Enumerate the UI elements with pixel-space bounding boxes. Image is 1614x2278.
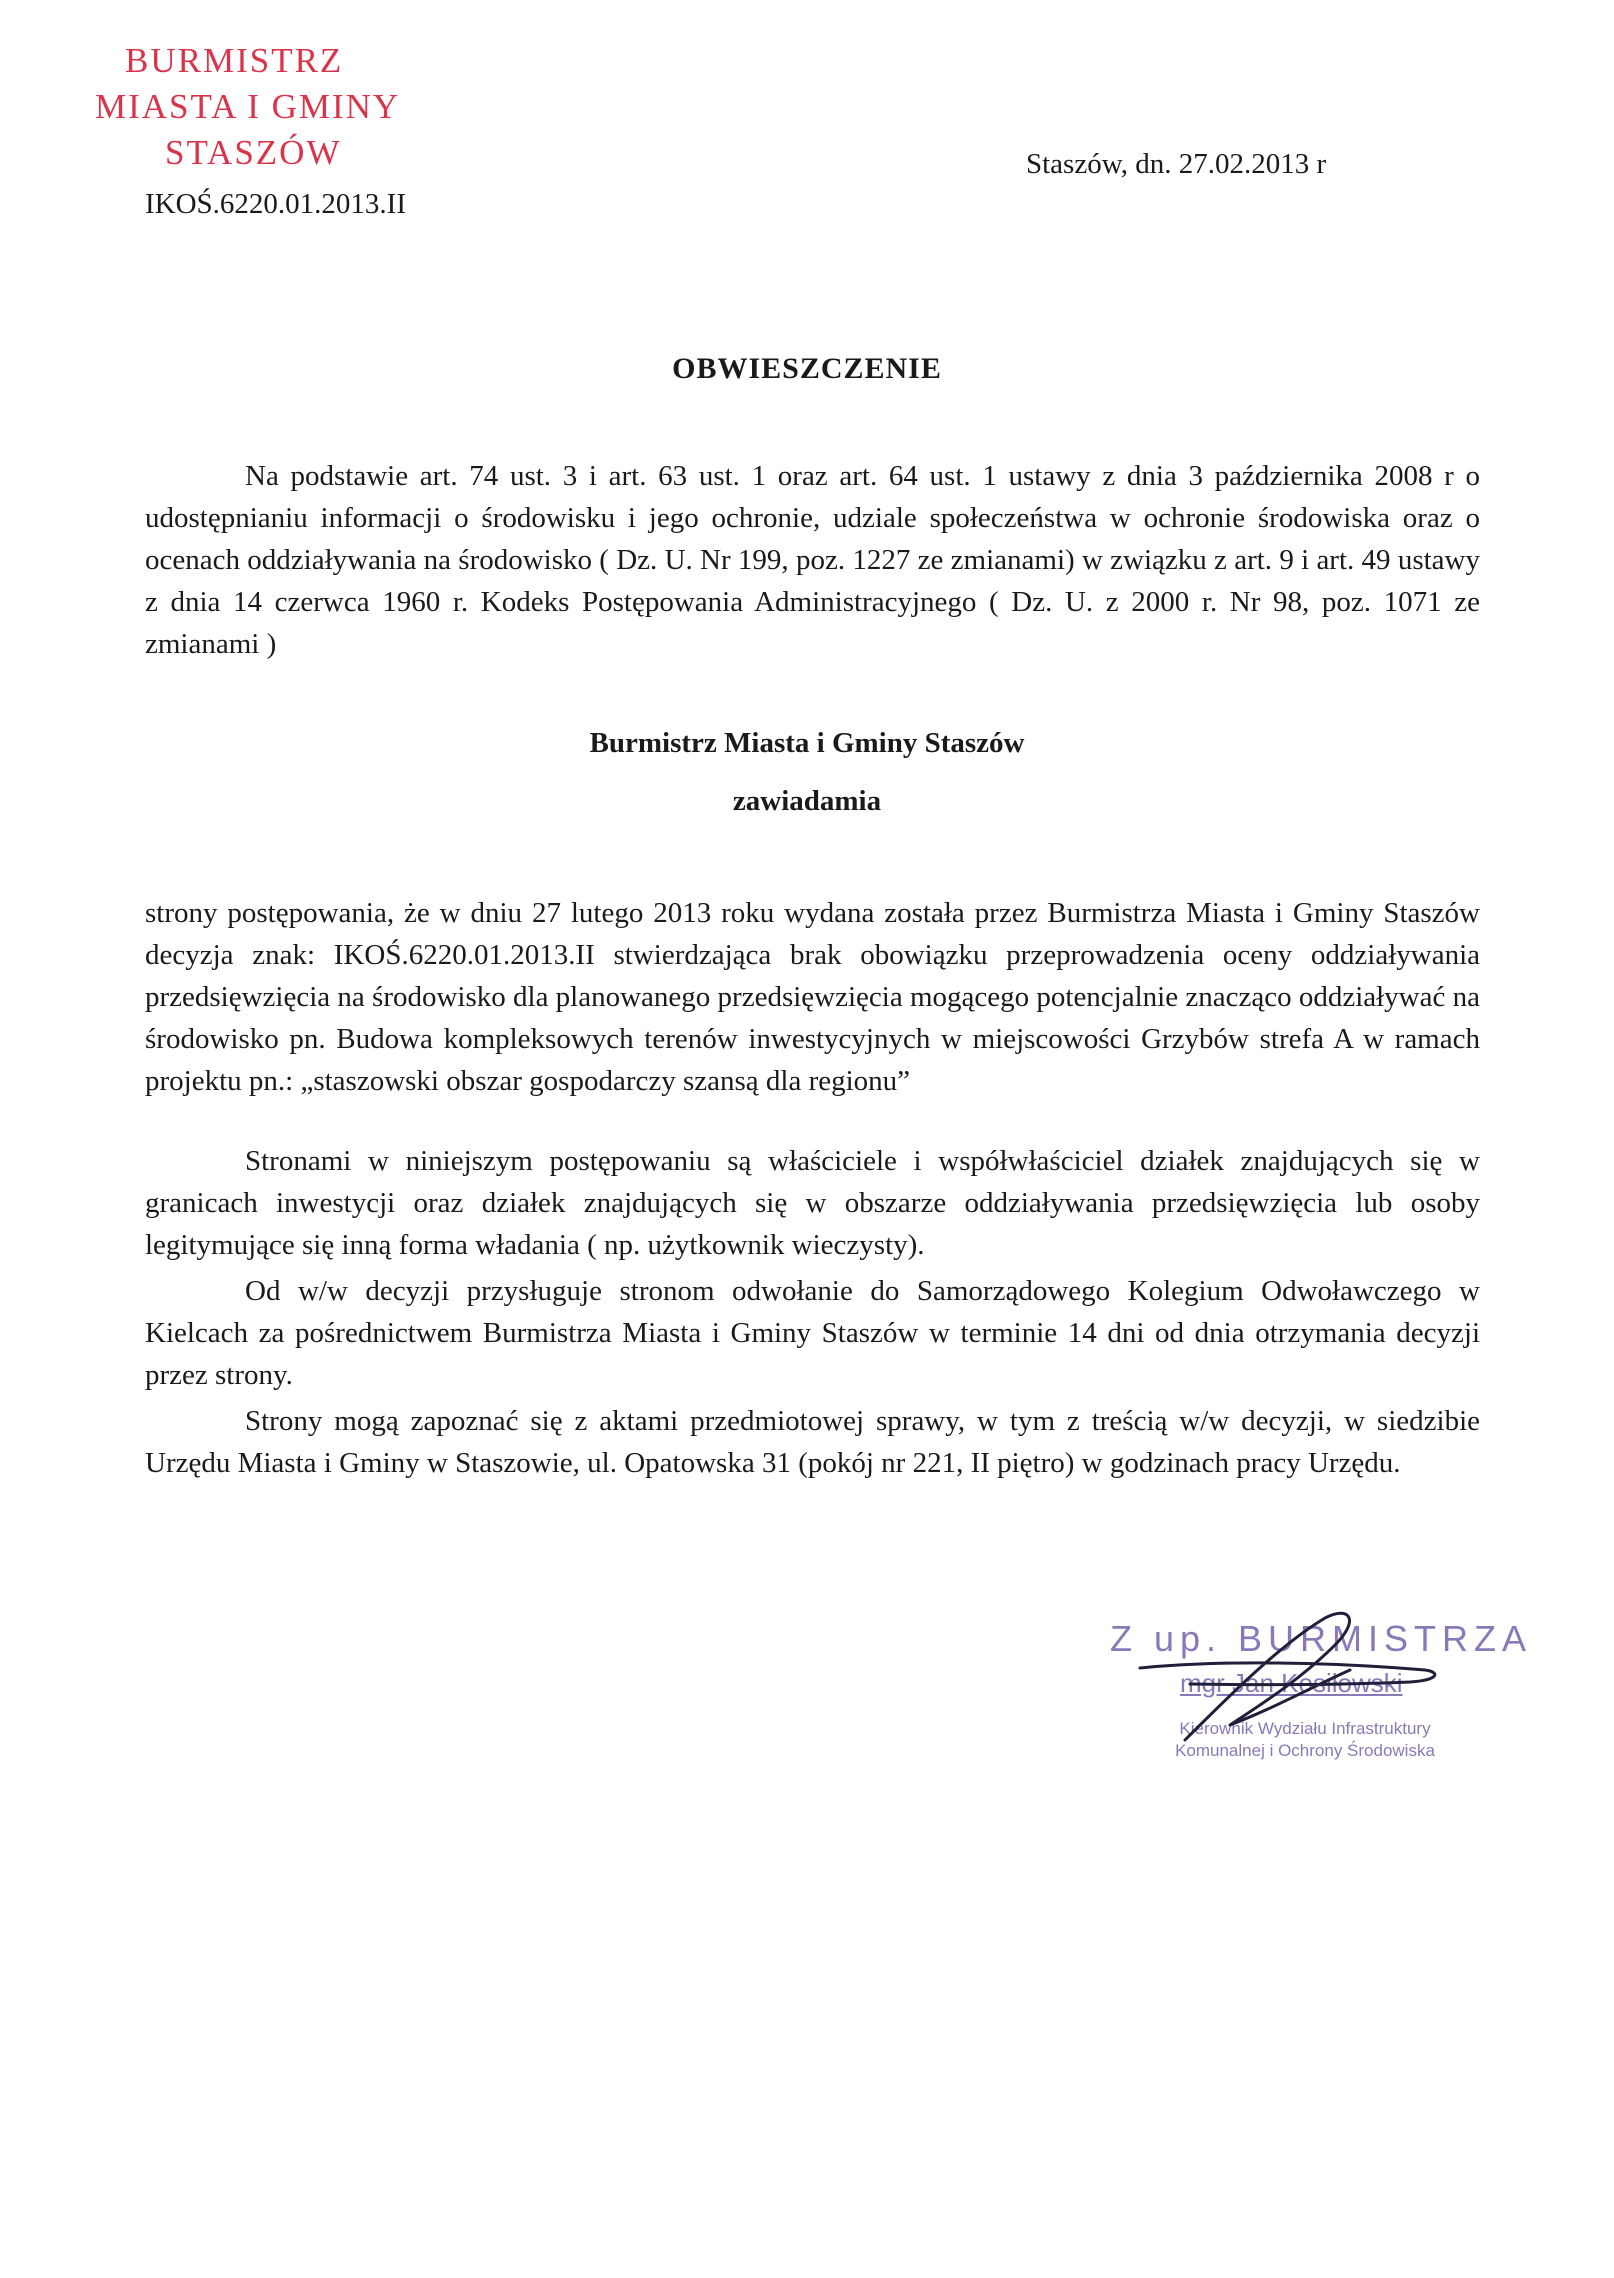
reference-number: IKOŚ.6220.01.2013.II (145, 188, 406, 220)
body-paragraph-2: Stronami w niniejszym postępowaniu są właściciele i współwłaściciel działek znajdujących się w granicach inwestycji oraz działek znajdujących się w obszarze oddziaływania przedsięwzięcia lub osoby legitymujące się inną forma władania ( np. użytkownik wieczysty). (145, 1145, 1480, 1261)
document-date: Staszów, dn. 27.02.2013 r (1026, 148, 1327, 180)
signature-stamp-line-1: Z up. BURMISTRZA (1110, 1618, 1533, 1659)
document-title: OBWIESZCZENIE (672, 352, 942, 385)
legal-basis-paragraph: Na podstawie art. 74 ust. 3 i art. 63 ust. 1 oraz art. 64 ust. 1 ustawy z dnia 3 października 2008 r o udostępnianiu informacji o środowisku i jego ochronie, udziale społeczeństwa w ochronie środowiska oraz o ocenach oddziaływania na środowisko ( Dz. U. Nr 199, poz. 1227 ze zmianami) w związku z art. 9 i art. 49 ustawy z dnia 14 czerwca 1960 r. Kodeks Postępowania Administracyjnego ( Dz. U. z 2000 r. Nr 98, poz. 1071 ze zmianami ) (145, 460, 1480, 660)
body-paragraph-1: strony postępowania, że w dniu 27 lutego 2013 roku wydana została przez Burmistrza Miasta i Gminy Staszów decyzja znak: IKOŚ.6220.01.2013.II stwierdzająca brak obowiązku przeprowadzenia oceny oddziaływania przedsięwzięcia na środowisko dla planowanego przedsięwzięcia mogącego potencjalnie znacząco oddziaływać na środowisko pn. Budowa kompleksowych terenów inwestycyjnych w miejscowości Grzybów strefa A w ramach projektu pn.: „staszowski obszar gospodarczy szansą dla regionu” (145, 897, 1480, 1097)
body-paragraph-3: Od w/w decyzji przysługuje stronom odwołanie do Samorządowego Kolegium Odwoławczego w Kielcach za pośrednictwem Burmistrza Miasta i Gminy Staszów w terminie 14 dni od dnia otrzymania decyzji przez strony. (145, 1275, 1480, 1391)
stamp-line-3: STASZÓW (165, 133, 342, 172)
stamp-line-2: MIASTA I GMINY (95, 87, 401, 126)
body-paragraph-4: Strony mogą zapoznać się z aktami przedmiotowej sprawy, w tym z treścią w/w decyzji, w siedzibie Urzędu Miasta i Gminy w Staszowie, ul. Opatowska 31 (pokój nr 221, II piętro) w godzinach pracy Urzędu. (145, 1405, 1480, 1479)
signature-stamp-position: Kierownik Wydziału Infrastruktury Komunalnej i Ochrony Środowiska (1175, 1719, 1435, 1760)
action-heading: zawiadamia (732, 785, 882, 817)
stamp-line-1: BURMISTRZ (125, 41, 344, 80)
signature-stamp-name: mgr Jan Kosiłowski (1180, 1668, 1403, 1698)
municipal-stamp (95, 38, 425, 176)
handwritten-signature (1110, 1600, 1450, 1760)
authority-heading: Burmistrz Miasta i Gminy Staszów (589, 727, 1025, 759)
